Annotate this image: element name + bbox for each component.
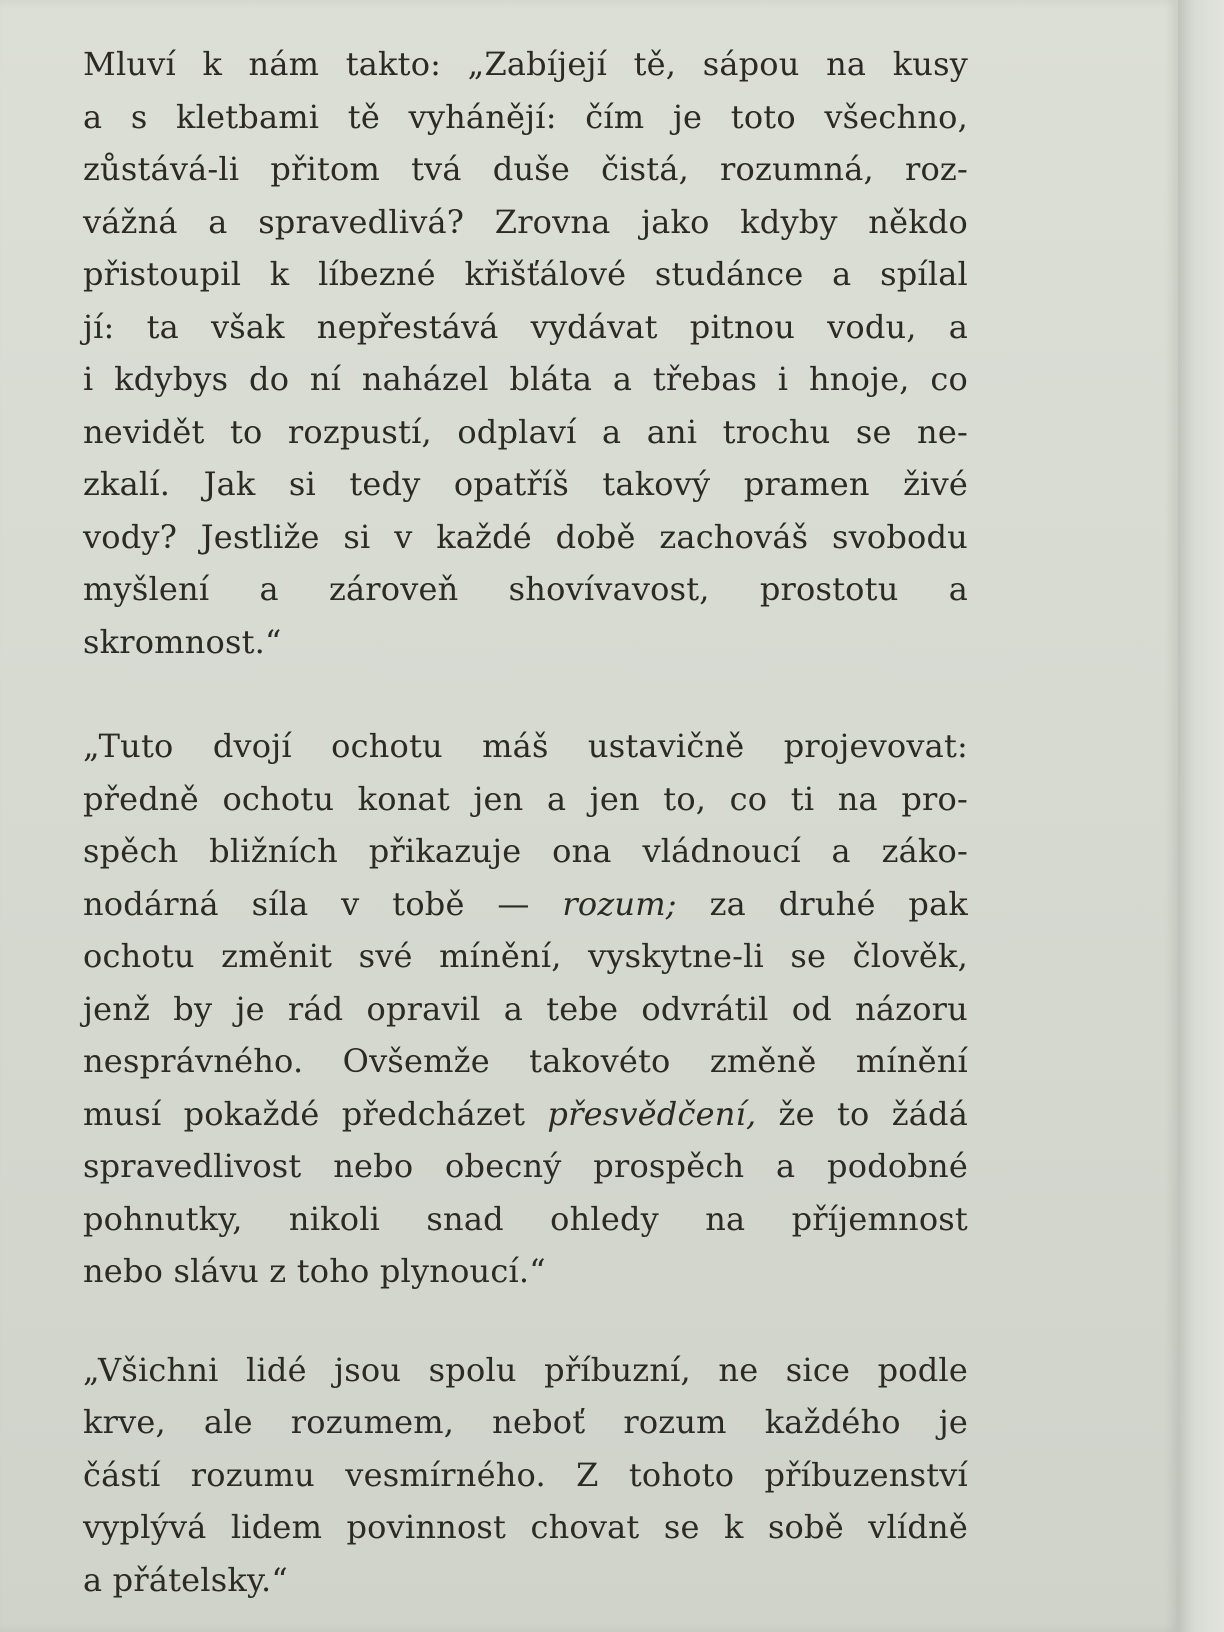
text-run: musí pokaždé předcházet	[83, 1094, 548, 1133]
text-line: částí rozumu vesmírného. Z tohoto příbuzenství	[83, 1455, 968, 1494]
text-line: vyplývá lidem povinnost chovat se k sobě vlídně	[83, 1508, 968, 1546]
text-line: spravedlivost nebo obecný prospěch a podobné	[83, 1147, 968, 1185]
paragraph-gap	[83, 668, 968, 720]
text-line: vážná a spravedlivá? Zrovna jako kdyby někdo	[83, 202, 968, 241]
text-line: i kdybys do ní naházel bláta a třebas i hnoje, co	[83, 360, 968, 398]
text-line: přistoupil k líbezné křišťálové studánce a spílal	[83, 255, 968, 293]
text-line: a s kletbami tě vyhánějí: čím je toto všechno,	[83, 97, 968, 136]
text-line: pohnutky, nikoli snad ohledy na příjemnost	[83, 1199, 968, 1238]
paragraph-gap	[83, 1298, 968, 1344]
text-line: předně ochotu konat jen a jen to, co ti na pro-	[83, 779, 968, 818]
emphasis-rozum: rozum;	[562, 884, 677, 923]
text-line: ochotu změnit své mínění, vyskytne-li se člověk,	[83, 937, 968, 975]
text-run: nodárná síla v tobě —	[83, 884, 563, 923]
text-line: nesprávného. Ovšemže takovéto změně mínění	[83, 1042, 968, 1080]
text-line: krve, ale rozumem, neboť rozum každého je	[83, 1403, 968, 1441]
emphasis-presvedceni: přesvědčení,	[547, 1094, 757, 1133]
text-line: a přátelsky.“	[83, 1560, 288, 1599]
paragraph-3	[83, 1344, 968, 1607]
text-line: „Všichni lidé jsou spolu příbuzní, ne sice podle	[83, 1350, 968, 1389]
text-line: „Tuto dvojí ochotu máš ustavičně projevovat:	[83, 727, 968, 765]
text-line: spěch bližních přikazuje ona vládnoucí a záko-	[83, 832, 968, 870]
paragraph-1	[83, 38, 968, 668]
text-line-mixed	[83, 1088, 968, 1141]
page-edge	[1178, 0, 1224, 1632]
text-line: zůstává-li přitom tvá duše čistá, rozumná, roz-	[83, 150, 968, 188]
text-line: nebo slávu z toho plynoucí.“	[83, 1252, 546, 1290]
paragraph-2	[83, 720, 968, 1298]
text-line: nevidět to rozpustí, odplaví a ani trochu se ne-	[83, 412, 968, 451]
text-line: myšlení a zároveň shovívavost, prostotu a	[83, 570, 968, 608]
text-run: že to žádá	[756, 1094, 968, 1133]
text-line: jenž by je rád opravil a tebe odvrátil od názoru	[83, 989, 968, 1028]
text-line: skromnost.“	[83, 622, 282, 661]
text-line: vody? Jestliže si v každé době zachováš svobodu	[83, 517, 968, 556]
text-line: zkalí. Jak si tedy opatříš takový pramen živé	[83, 465, 968, 503]
text-line: jí: ta však nepřestává vydávat pitnou vodu, a	[83, 307, 968, 346]
text-line-mixed	[83, 878, 968, 931]
page-text	[83, 38, 968, 1606]
text-run: za druhé pak	[676, 884, 968, 923]
text-line: Mluví k nám takto: „Zabíjejí tě, sápou na kusy	[83, 45, 968, 83]
